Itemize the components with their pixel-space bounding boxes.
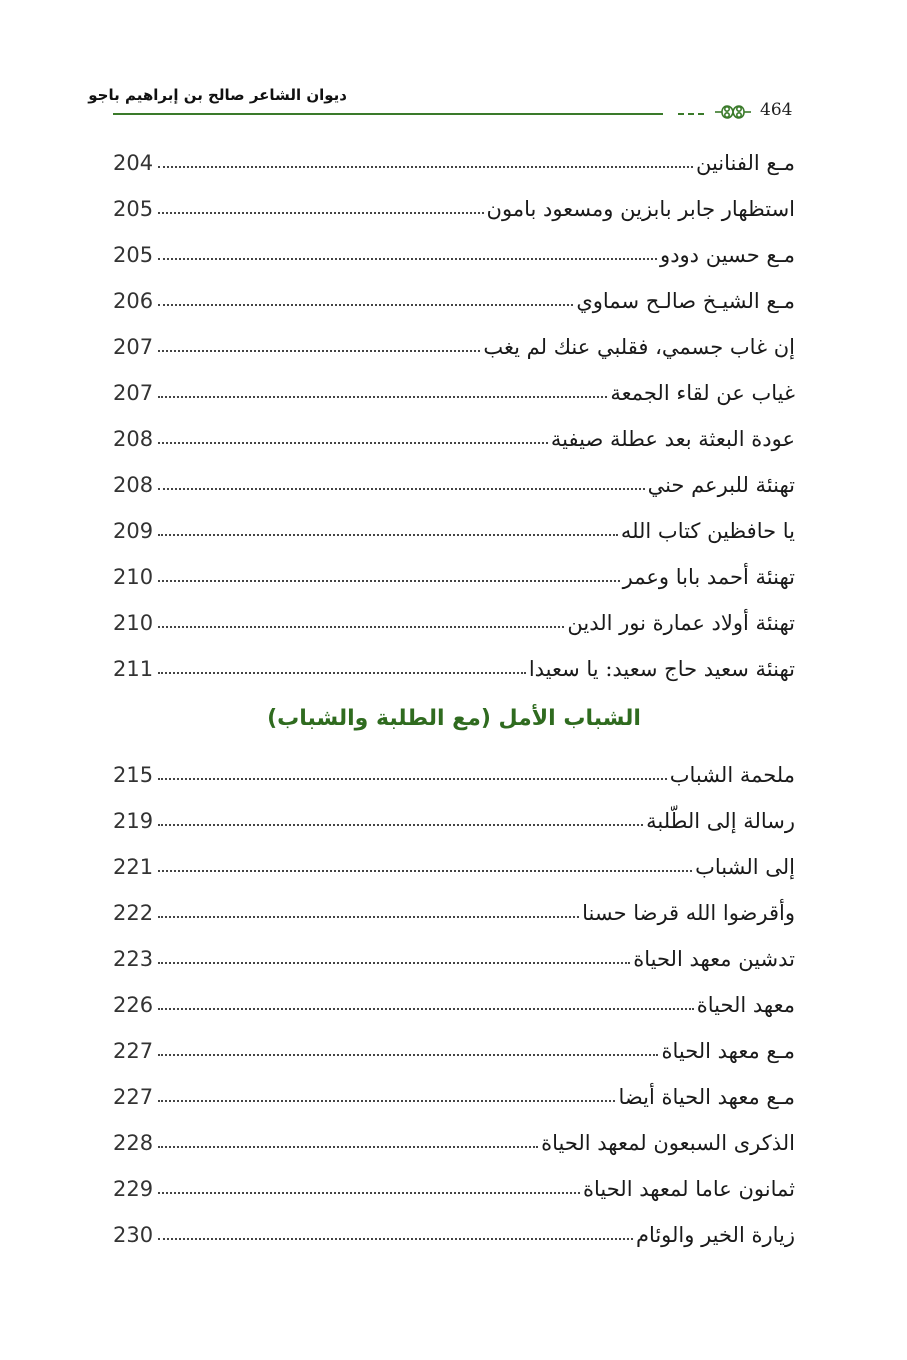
dot-leader <box>158 916 579 918</box>
toc-entry-page: 226 <box>113 993 154 1017</box>
toc-entry-page: 210 <box>113 565 154 589</box>
toc-entry-title: غياب عن لقاء الجمعة <box>610 381 795 405</box>
dot-leader <box>158 304 573 306</box>
toc-entry-title: وأقرضوا الله قرضا حسنا <box>582 901 795 925</box>
toc-list-part2 <box>113 752 795 1258</box>
toc-entry-page: 222 <box>113 901 154 925</box>
dot-leader <box>158 1192 580 1194</box>
toc-entry-title: تهنئة للبرعم حني <box>647 473 795 497</box>
toc-entry <box>113 600 795 646</box>
toc-entry-page: 228 <box>113 1131 154 1155</box>
dot-leader <box>158 442 548 444</box>
toc-entry <box>113 982 795 1028</box>
dot-leader <box>158 488 645 490</box>
toc-entry <box>113 1028 795 1074</box>
toc-entry-title: مـع الشيـخ صالـح سماوي <box>576 289 795 313</box>
dot-leader <box>158 350 480 352</box>
toc-entry-page: 207 <box>113 381 154 405</box>
toc-entry <box>113 278 795 324</box>
dot-leader <box>158 626 564 628</box>
book-title: ديوان الشاعر صالح بن إبراهيم باجو <box>88 86 347 104</box>
dot-leader <box>158 962 630 964</box>
header-rule <box>113 113 663 115</box>
toc-entry <box>113 936 795 982</box>
toc-entry <box>113 186 795 232</box>
toc-entry <box>113 324 795 370</box>
dot-leader <box>158 212 484 214</box>
toc-entry <box>113 844 795 890</box>
toc-entry-page: 205 <box>113 197 154 221</box>
toc-entry <box>113 370 795 416</box>
toc-entry-title: زيارة الخير والوئام <box>635 1223 795 1247</box>
toc-entry-title: مـع معهد الحياة <box>661 1039 795 1063</box>
toc-entry-title: إن غاب جسمي، فقلبي عنك لم يغب <box>483 335 795 359</box>
dot-leader <box>158 1054 658 1056</box>
header-dashes <box>664 104 704 124</box>
toc-entry-title: تهنئة أحمد بابا وعمر <box>622 565 795 589</box>
toc-entry-page: 206 <box>113 289 154 313</box>
toc-entry-page: 208 <box>113 473 154 497</box>
dot-leader <box>158 166 693 168</box>
dot-leader <box>158 824 643 826</box>
toc-entry <box>113 140 795 186</box>
toc-entry-page: 221 <box>113 855 154 879</box>
dot-leader <box>158 672 526 674</box>
dot-leader <box>158 396 607 398</box>
toc-entry-title: ثمانون عاما لمعهد الحياة <box>583 1177 795 1201</box>
toc-entry <box>113 752 795 798</box>
toc-entry-page: 205 <box>113 243 154 267</box>
dot-leader <box>158 1100 615 1102</box>
toc-entry-page: 215 <box>113 763 154 787</box>
dot-leader <box>158 1008 694 1010</box>
toc-entry <box>113 462 795 508</box>
toc-entry <box>113 1166 795 1212</box>
toc-entry-page: 210 <box>113 611 154 635</box>
toc-entry <box>113 1212 795 1258</box>
toc-entry <box>113 798 795 844</box>
toc-entry-page: 209 <box>113 519 154 543</box>
toc-entry <box>113 646 795 692</box>
dot-leader <box>158 778 667 780</box>
toc-entry <box>113 890 795 936</box>
toc-entry <box>113 416 795 462</box>
toc-entry-title: ملحمة الشباب <box>669 763 795 787</box>
toc-entry <box>113 232 795 278</box>
dot-leader <box>158 870 692 872</box>
toc-entry <box>113 554 795 600</box>
toc-entry-title: الذكرى السبعون لمعهد الحياة <box>541 1131 795 1155</box>
toc-entry <box>113 508 795 554</box>
toc-entry <box>113 1120 795 1166</box>
toc-entry-page: 230 <box>113 1223 154 1247</box>
toc-entry <box>113 1074 795 1120</box>
dot-leader <box>158 580 620 582</box>
toc-entry-page: 229 <box>113 1177 154 1201</box>
toc-entry-title: تدشين معهد الحياة <box>633 947 795 971</box>
toc-entry-page: 204 <box>113 151 154 175</box>
toc-entry-title: مـع الفنانين <box>695 151 795 175</box>
toc-entry-title: إلى الشباب <box>695 855 795 879</box>
toc-entry-page: 219 <box>113 809 154 833</box>
toc-entry-page: 208 <box>113 427 154 451</box>
dot-leader <box>158 1238 633 1240</box>
dot-leader <box>158 1146 538 1148</box>
toc-entry-page: 227 <box>113 1085 154 1109</box>
toc-entry-title: رسالة إلى الطّلبة <box>646 809 795 833</box>
floral-ornament-icon <box>712 100 754 124</box>
toc-entry-page: 223 <box>113 947 154 971</box>
page-number: 464 <box>760 100 793 120</box>
toc-entry-page: 227 <box>113 1039 154 1063</box>
dot-leader <box>158 258 657 260</box>
toc-entry-title: مـع حسين دودو <box>660 243 795 267</box>
toc-entry-title: عودة البعثة بعد عطلة صيفية <box>550 427 795 451</box>
toc-entry-title: مـع معهد الحياة أيضا <box>618 1085 795 1109</box>
toc-entry-page: 207 <box>113 335 154 359</box>
toc-entry-title: معهد الحياة <box>696 993 795 1017</box>
toc-list-part1 <box>113 140 795 692</box>
toc-entry-page: 211 <box>113 657 154 681</box>
toc-entry-title: تهنئة أولاد عمارة نور الدين <box>567 611 795 635</box>
toc-entry-title: استظهار جابر بابزين ومسعود بامون <box>486 197 795 221</box>
section-heading: الشباب الأمل (مع الطلبة والشباب) <box>267 706 641 731</box>
dot-leader <box>158 534 618 536</box>
toc-entry-title: تهنئة سعيد حاج سعيد: يا سعيدا <box>528 657 795 681</box>
toc-entry-title: يا حافظين كتاب الله <box>620 519 795 543</box>
